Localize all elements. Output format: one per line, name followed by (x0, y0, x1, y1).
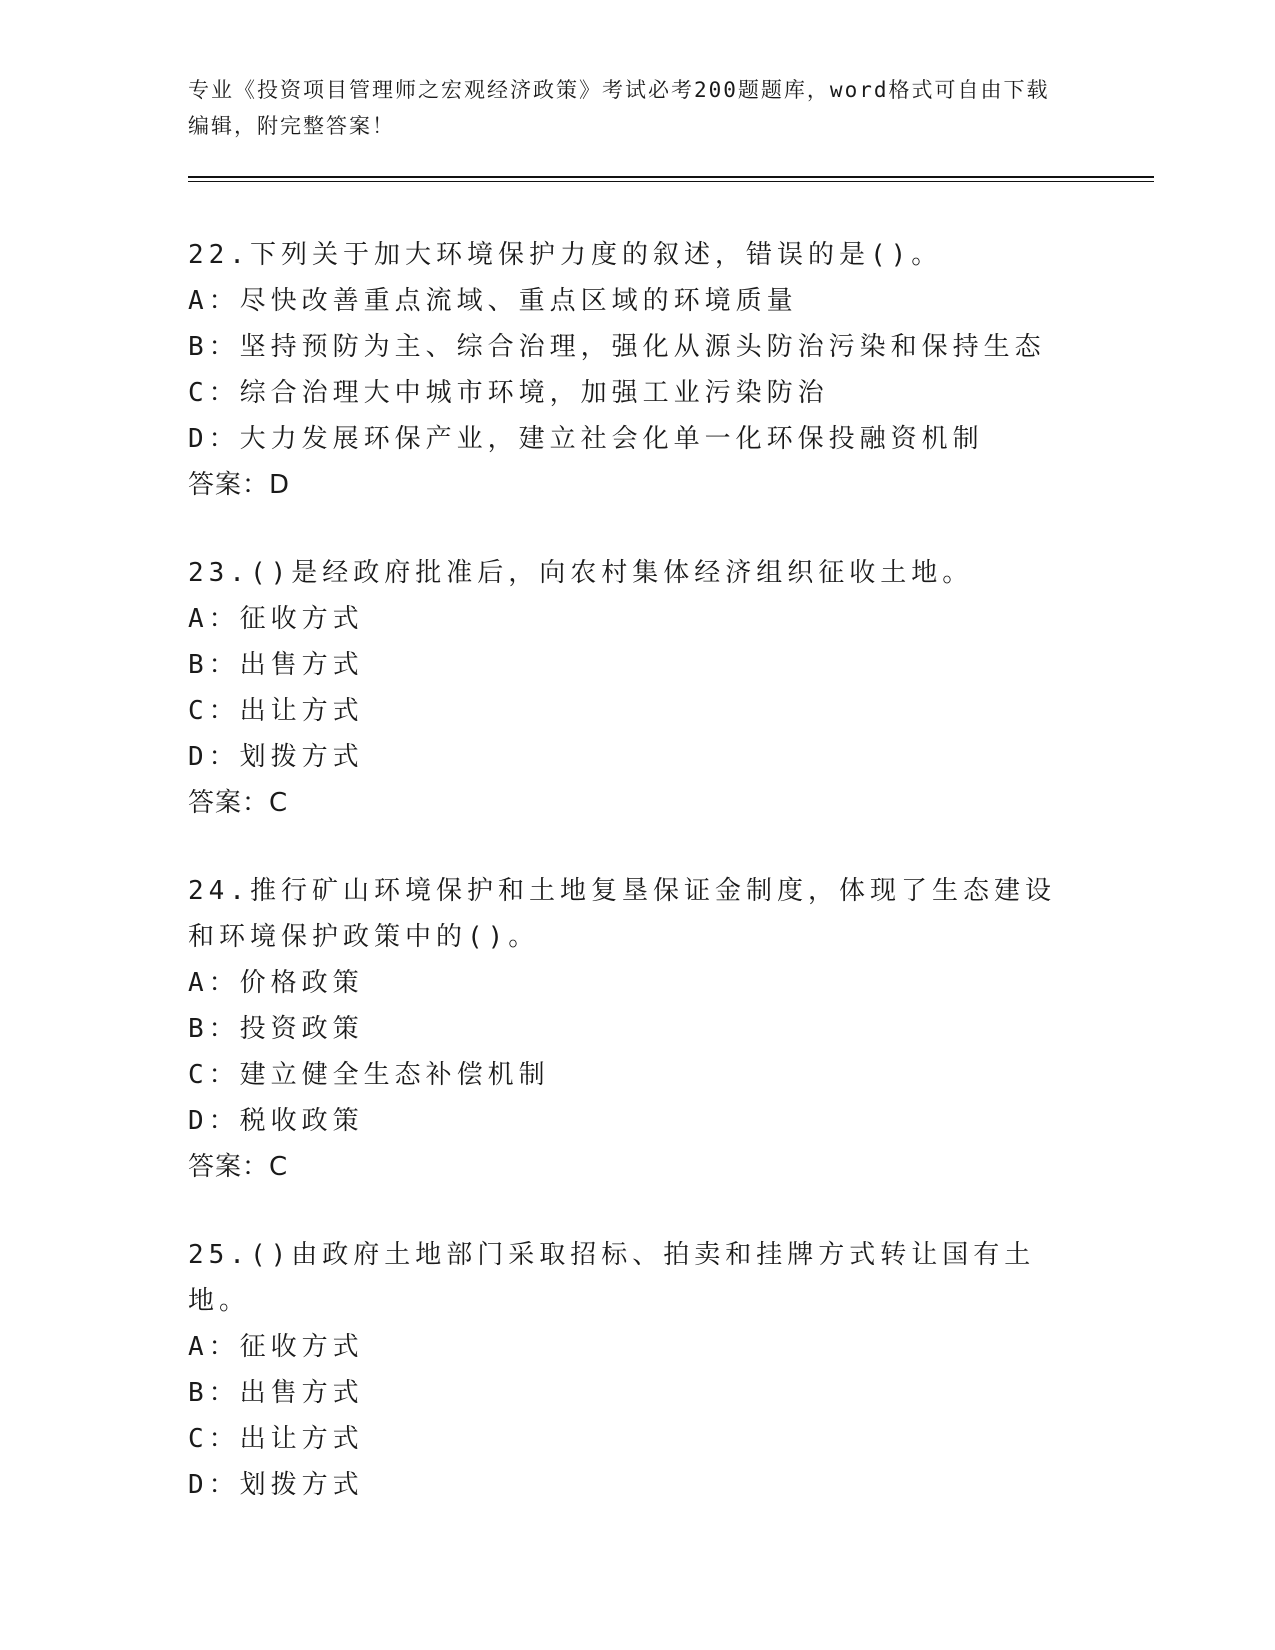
option-c: C：综合治理大中城市环境，加强工业污染防治 (188, 378, 829, 408)
question-stem: 25.()由政府土地部门采取招标、拍卖和挂牌方式转让国有土地。 (188, 1240, 1036, 1316)
header-divider-thin (188, 181, 1154, 182)
option-c: C：出让方式 (188, 1424, 364, 1454)
option-d: D：划拨方式 (188, 1470, 364, 1500)
answer-line: 答案：C (188, 1152, 289, 1182)
option-a: A：尽快改善重点流域、重点区域的环境质量 (188, 286, 798, 316)
header-divider-thick (188, 176, 1154, 178)
answer-line: 答案：D (188, 470, 291, 500)
question-22 (188, 232, 1088, 508)
option-c: C：出让方式 (188, 696, 364, 726)
answer-line: 答案：C (188, 788, 289, 818)
option-d: D：划拨方式 (188, 742, 364, 772)
option-c: C：建立健全生态补偿机制 (188, 1060, 550, 1090)
option-d: D：大力发展环保产业，建立社会化单一化环保投融资机制 (188, 424, 984, 454)
document-header: 专业《投资项目管理师之宏观经济政策》考试必考200题题库，word格式可自由下载编辑，附完整答案！ (188, 78, 1050, 138)
option-b: B：投资政策 (188, 1014, 364, 1044)
option-b: B：坚持预防为主、综合治理，强化从源头防治污染和保持生态 (188, 332, 1046, 362)
option-b: B：出售方式 (188, 1378, 364, 1408)
question-stem: 22.下列关于加大环境保护力度的叙述，错误的是()。 (188, 240, 943, 270)
question-23 (188, 550, 1088, 826)
option-a: A：征收方式 (188, 1332, 364, 1362)
option-b: B：出售方式 (188, 650, 364, 680)
question-list (188, 232, 1088, 1550)
option-a: A：征收方式 (188, 604, 364, 634)
question-25 (188, 1232, 1088, 1508)
question-24 (188, 868, 1088, 1190)
question-stem: 24.推行矿山环境保护和土地复垦保证金制度，体现了生态建设和环境保护政策中的()。 (188, 876, 1056, 952)
option-a: A：价格政策 (188, 968, 364, 998)
option-d: D：税收政策 (188, 1106, 364, 1136)
question-stem: 23.()是经政府批准后，向农村集体经济组织征收土地。 (188, 558, 974, 588)
